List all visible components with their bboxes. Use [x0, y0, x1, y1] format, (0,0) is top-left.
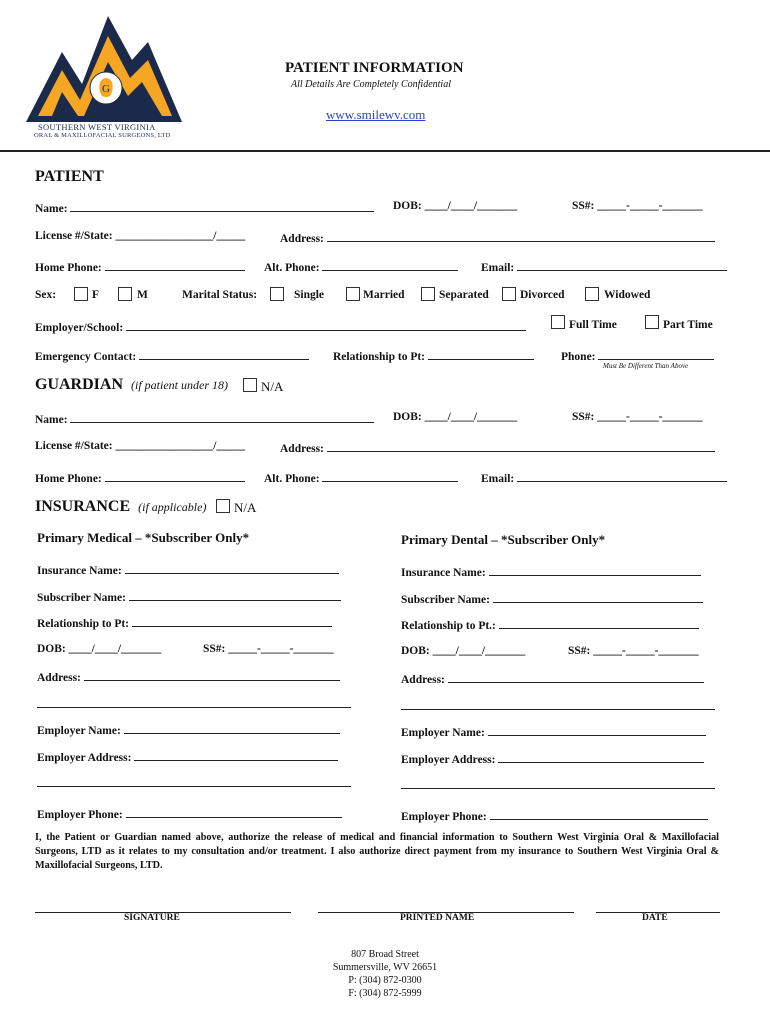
full-time-checkbox[interactable] — [551, 315, 565, 329]
guardian-alt-phone-field[interactable] — [322, 470, 458, 482]
footer-street: 807 Broad Street — [351, 949, 419, 960]
patient-address-field[interactable] — [327, 230, 715, 242]
widowed-label: Widowed — [604, 289, 651, 301]
full-time-label: Full Time — [569, 319, 617, 331]
med-emp-phone-field[interactable] — [126, 806, 342, 818]
phone-note: Must Be Different Than Above — [603, 362, 689, 370]
footer-city: Summersville, WV 26651 — [332, 962, 438, 973]
insurance-na-checkbox[interactable] — [216, 499, 230, 513]
emergency-phone-field[interactable] — [598, 348, 714, 360]
patient-address-label: Address: — [280, 233, 324, 245]
emergency-label: Emergency Contact: — [35, 351, 137, 363]
guardian-note: (if patient under 18) — [131, 378, 228, 392]
med-relationship-label: Relationship to Pt: — [37, 618, 129, 630]
date-label: DATE — [642, 913, 668, 923]
med-ss-field[interactable]: SS#: _____-_____-_______ — [203, 643, 334, 655]
guardian-na-label: N/A — [261, 379, 284, 394]
insurance-heading: INSURANCE — [35, 498, 131, 515]
den-ins-name-field[interactable] — [489, 564, 701, 576]
med-dob-field[interactable]: DOB: ____/____/_______ — [37, 643, 162, 655]
footer-fax: F: (304) 872-5999 — [348, 988, 422, 999]
single-label: Single — [294, 289, 325, 301]
separated-checkbox[interactable] — [421, 287, 435, 301]
patient-name-label: Name: — [35, 203, 68, 215]
header-divider — [0, 150, 770, 152]
married-checkbox[interactable] — [346, 287, 360, 301]
guardian-address-label: Address: — [280, 443, 324, 455]
page-title: PATIENT INFORMATION — [285, 60, 464, 76]
med-address-label: Address: — [37, 672, 81, 684]
patient-home-phone-label: Home Phone: — [35, 262, 102, 274]
den-emp-address-label: Employer Address: — [401, 754, 496, 766]
svg-text:G: G — [102, 83, 110, 95]
den-emp-phone-field[interactable] — [490, 808, 708, 820]
single-checkbox[interactable] — [270, 287, 284, 301]
den-relationship-field[interactable] — [499, 617, 699, 629]
sex-f-label: F — [92, 289, 100, 301]
den-ss-field[interactable]: SS#: _____-_____-_______ — [568, 645, 699, 657]
logo-line2: ORAL & MAXILLOFACIAL SURGEONS, LTD — [34, 132, 171, 139]
patient-license-field[interactable]: License #/State: _________________/_____ — [35, 230, 246, 242]
divorced-label: Divorced — [520, 289, 565, 301]
medical-heading: Primary Medical – *Subscriber Only* — [37, 530, 250, 545]
med-emp-phone-label: Employer Phone: — [37, 809, 123, 821]
part-time-checkbox[interactable] — [645, 315, 659, 329]
sex-m-label: M — [137, 289, 148, 301]
den-dob-field[interactable]: DOB: ____/____/_______ — [401, 645, 526, 657]
patient-alt-phone-field[interactable] — [322, 259, 458, 271]
med-subscriber-field[interactable] — [129, 589, 341, 601]
patient-heading: PATIENT — [35, 168, 104, 185]
insurance-note: (if applicable) — [138, 500, 207, 514]
den-address-label: Address: — [401, 674, 445, 686]
part-time-label: Part Time — [663, 319, 713, 331]
footer-phone: P: (304) 872-0300 — [348, 975, 422, 986]
relationship-field[interactable] — [428, 348, 534, 360]
den-emp-address-field[interactable] — [498, 751, 704, 763]
den-emp-phone-label: Employer Phone: — [401, 811, 487, 823]
med-relationship-field[interactable] — [132, 615, 332, 627]
signature-label: SIGNATURE — [124, 913, 180, 923]
med-subscriber-label: Subscriber Name: — [37, 592, 126, 604]
den-emp-name-label: Employer Name: — [401, 727, 485, 739]
patient-alt-phone-label: Alt. Phone: — [264, 262, 320, 274]
med-ins-name-field[interactable] — [125, 562, 339, 574]
guardian-email-label: Email: — [481, 473, 515, 485]
guardian-ss-field[interactable]: SS#: _____-_____-_______ — [572, 411, 703, 423]
mountain-logo-icon — [24, 12, 184, 124]
insurance-na-label: N/A — [234, 500, 257, 515]
website-link[interactable]: www.smilewv.com — [326, 107, 426, 122]
relationship-label: Relationship to Pt: — [333, 351, 425, 363]
logo — [24, 12, 184, 142]
patient-ss-field[interactable]: SS#: _____-_____-_______ — [572, 200, 703, 212]
med-emp-name-label: Employer Name: — [37, 725, 121, 737]
printed-name-label: PRINTED NAME — [400, 913, 475, 923]
med-address-line2[interactable] — [37, 707, 351, 708]
med-ins-name-label: Insurance Name: — [37, 565, 122, 577]
guardian-home-phone-label: Home Phone: — [35, 473, 102, 485]
widowed-checkbox[interactable] — [585, 287, 599, 301]
guardian-name-field[interactable] — [70, 411, 374, 423]
sex-label: Sex: — [35, 289, 57, 301]
emergency-field[interactable] — [139, 348, 309, 360]
patient-email-label: Email: — [481, 262, 515, 274]
guardian-dob-field[interactable]: DOB: ____/____/_______ — [393, 411, 518, 423]
guardian-license-field[interactable]: License #/State: _________________/_____ — [35, 440, 246, 452]
guardian-name-label: Name: — [35, 414, 68, 426]
subtitle: All Details Are Completely Confidential — [291, 79, 451, 90]
patient-name-field[interactable] — [70, 200, 374, 212]
den-ins-name-label: Insurance Name: — [401, 567, 486, 579]
sex-f-checkbox[interactable] — [74, 287, 88, 301]
guardian-home-phone-field[interactable] — [105, 470, 245, 482]
med-emp-address-field[interactable] — [134, 749, 338, 761]
den-emp-address-line2[interactable] — [401, 788, 715, 789]
den-address-field[interactable] — [448, 671, 704, 683]
patient-dob-field[interactable]: DOB: ____/____/_______ — [393, 200, 518, 212]
den-address-line2[interactable] — [401, 709, 715, 710]
married-label: Married — [363, 289, 405, 301]
employer-field[interactable] — [126, 319, 526, 331]
guardian-alt-phone-label: Alt. Phone: — [264, 473, 320, 485]
med-address-field[interactable] — [84, 669, 340, 681]
patient-email-field[interactable] — [517, 259, 727, 271]
marital-label: Marital Status: — [182, 289, 258, 301]
med-emp-name-field[interactable] — [124, 722, 340, 734]
den-subscriber-label: Subscriber Name: — [401, 594, 490, 606]
separated-label: Separated — [439, 289, 489, 301]
guardian-email-field[interactable] — [517, 470, 727, 482]
employer-label: Employer/School: — [35, 322, 124, 334]
dental-heading: Primary Dental – *Subscriber Only* — [401, 532, 606, 547]
med-emp-address-label: Employer Address: — [37, 752, 132, 764]
authorization-text: I, the Patient or Guardian named above, authorize the release of medical and financial information to Southern West Virginia Oral & Maxillofacial Surgeons, LTD as it relates to my consultation and/or treatment. I also authorize direct payment from my insurance to Southern West Virginia Oral & Maxillofacial Surgeons, LTD. — [35, 832, 719, 871]
den-relationship-label: Relationship to Pt.: — [401, 620, 496, 632]
patient-home-phone-field[interactable] — [105, 259, 245, 271]
med-emp-address-line2[interactable] — [37, 786, 351, 787]
guardian-heading: GUARDIAN — [35, 376, 123, 393]
footer-address — [300, 948, 470, 1000]
den-emp-name-field[interactable] — [488, 724, 706, 736]
den-subscriber-field[interactable] — [493, 591, 703, 603]
guardian-na-checkbox[interactable] — [243, 378, 257, 392]
sex-m-checkbox[interactable] — [118, 287, 132, 301]
divorced-checkbox[interactable] — [502, 287, 516, 301]
logo-line1: SOUTHERN WEST VIRGINIA — [38, 122, 156, 132]
emergency-phone-label: Phone: — [561, 351, 596, 363]
guardian-address-field[interactable] — [327, 440, 715, 452]
